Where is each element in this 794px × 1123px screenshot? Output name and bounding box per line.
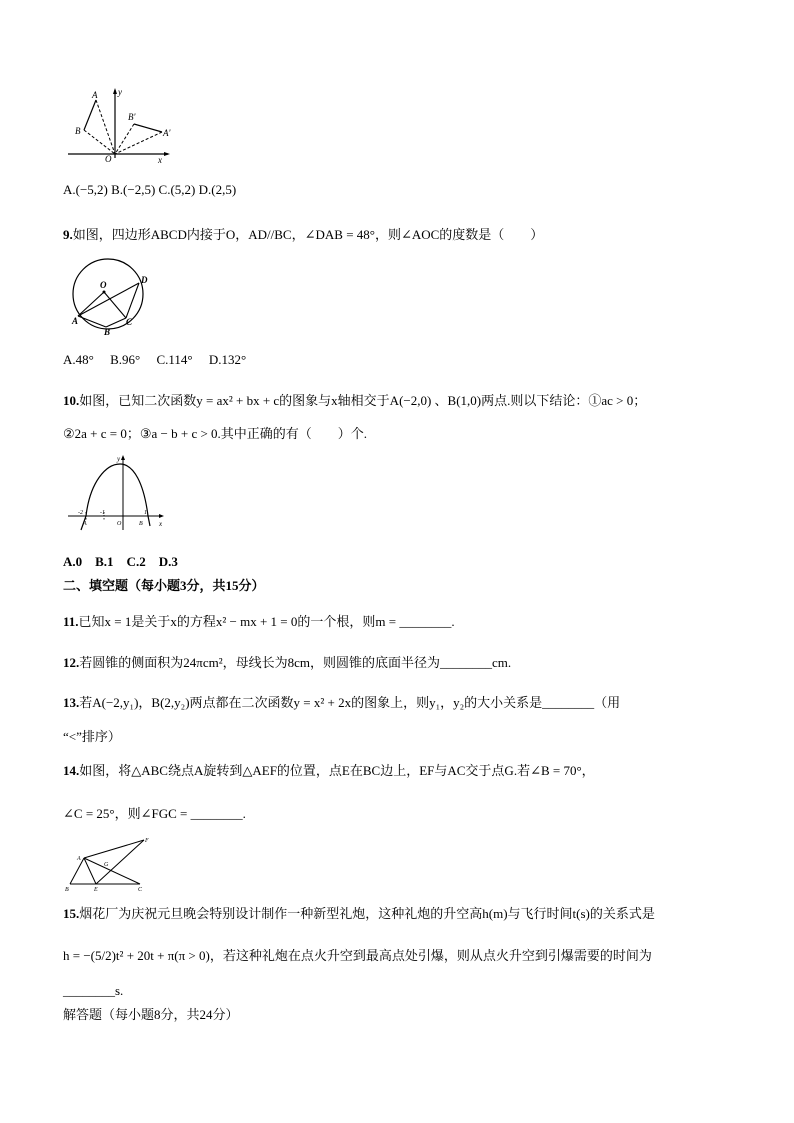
q10-label-p1: 1 [144,510,147,516]
q9-number: 9. [63,227,73,242]
q14-line2: ∠C = 25°，则∠FGC = ________. [63,806,246,821]
q14-label-C: C [138,887,143,893]
section3-heading: 解答题（每小题8分，共24分） [63,1007,239,1022]
q10-line2: ②2a + c = 0；③a − b + c > 0.其中正确的有（ ）个. [63,426,368,441]
q11-text: 已知x = 1是关于x的方程x² − mx + 1 = 0的一个根，则m = ________. [78,614,455,629]
q10-label-A: A [83,521,87,527]
q13-line2: “<”排序） [63,729,121,744]
q15-number: 15. [63,906,80,921]
section2-heading: 二、填空题（每小题3分，共15分） [63,578,265,593]
q10-label-m1: -1 [100,510,105,516]
q11-number: 11. [63,614,79,629]
q8-label-Ap: A' [163,128,171,138]
q10-number: 10. [63,393,80,408]
q9-label-O: O [100,280,107,290]
q8-label-x: x [158,155,162,165]
q14-label-G: G [104,862,109,868]
q14-figure [64,836,154,892]
q12-number: 12. [63,655,80,670]
q8-label-B: B [75,126,81,136]
q8-figure [66,86,176,164]
q9-label-C: C [126,317,133,327]
q8-label-O: O [105,154,112,164]
q14-line1 [63,762,595,780]
q10-label-O: O [117,521,122,527]
q14-number: 14. [63,763,80,778]
q10-label-B: B [139,521,143,527]
q13-line1 [63,694,620,712]
q14-label-B: B [65,887,69,893]
q9-line [63,226,543,244]
q14-label-E: E [94,887,98,893]
q15-line3: ________s. [63,983,124,998]
q14-label-F: F [145,838,149,844]
q10-text-line1: 如图，已知二次函数y = ax² + bx + c的图象与x轴相交于A(−2,0) 、B(1,0)两点.则以下结论：①ac > 0； [79,393,647,408]
q15-line2: h = −(5/2)t² + 20t + π(π > 0)，若这种礼炮在点火升空到最高点处引爆，则从点火升空到引爆需要的时间为 [63,948,652,963]
q15-line1 [63,905,655,923]
q8-label-A: A [92,90,98,100]
q8-label-y: y [118,87,122,97]
q14-text-line1: 如图，将△ABC绕点A旋转到△AEF的位置，点E在BC边上，EF与AC交于点G.若∠B = 70°， [79,763,595,778]
q13-number: 13. [63,695,80,710]
q10-figure [66,454,168,532]
q12-line [63,654,511,672]
q8-options: A.(−5,2) B.(−2,5) C.(5,2) D.(2,5) [63,182,237,197]
q10-label-x: x [159,520,163,528]
q9-figure [66,256,156,336]
q11-line [63,613,455,631]
q10-label-m2: -2 [78,510,83,516]
q12-text: 若圆锥的侧面积为24πcm²，母线长为8cm，则圆锥的底面半径为________cm. [79,655,512,670]
q9-label-B: B [104,327,111,337]
q9-label-D: D [141,275,148,285]
q9-text: 如图，四边形ABCD内接于O，AD//BC，∠DAB = 48°，则∠AOC的度数是（ ） [72,227,544,242]
q10-line1 [63,392,646,410]
q9-options: A.48° B.96° C.114° D.132° [63,352,247,367]
q13-text-line1: 若A(−2,y₁)，B(2,y₂)两点都在二次函数y = x² + 2x的图象上，则y₁，y₂的大小关系是________（用 [79,695,621,710]
q14-label-A: A [77,856,81,862]
q9-label-A: A [72,316,79,326]
q10-options: A.0 B.1 C.2 D.3 [63,554,178,569]
q15-text-line1: 烟花厂为庆祝元旦晚会特别设计制作一种新型礼炮，这种礼炮的升空高h(m)与飞行时间t(s)的关系式是 [79,906,655,921]
q8-label-Bp: B' [128,112,136,122]
q10-label-y: y [117,455,121,463]
